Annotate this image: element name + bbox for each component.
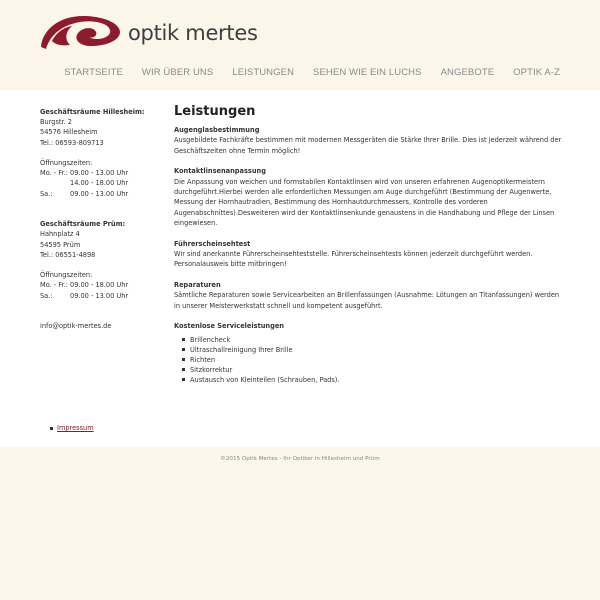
page-title: Leistungen <box>174 104 256 119</box>
impressum-link[interactable]: Impressum <box>57 424 94 432</box>
bullet-icon <box>50 427 53 430</box>
section-text: Die Anpassung von weichen und formstabilen Kontaktlinsen wird von unseren erfahrenen Augenoptikermeistern durchgeführt.Hierbei werden alle erforderlichen Messungen am Auge durchgeführt (Bestimmung der Augenwerte, Messung der Hornhautradien, Bestimmung des Hornhautdurchmessers, Kontrolle des vorderen Augenabschnittes).Desweiteren wird der Kontaktlinsenkunde genaustens in die Handhabung und Pflege der Linsen eingewiesen. <box>174 177 555 228</box>
section-heading: Reparaturen <box>174 280 221 289</box>
service-heading: Kostenlose Serviceleistungen <box>174 322 285 331</box>
site-header <box>0 0 600 90</box>
nav-item-leistungen[interactable]: LEISTUNGEN <box>232 67 295 78</box>
section-heading: Führerscheinsehtest <box>174 239 251 248</box>
store1-street: Burgstr. 2 <box>40 118 72 127</box>
section-text: Wir sind anerkannte Führerscheinsehteststelle. Führerscheinsehtests können jederzeit durchgeführt werden. Personalausweis bitte mitbringen! <box>174 250 533 269</box>
section-heading: Kontaktlinsenanpassung <box>174 167 266 176</box>
eye-logo-icon <box>38 13 123 53</box>
main-nav <box>45 67 560 78</box>
store1-title: Geschäftsräume Hillesheim: <box>40 108 145 116</box>
sidebar <box>40 107 160 331</box>
store2-hours-row: Sa.: 09.00 - 13.00 Uhr <box>40 291 129 300</box>
nav-item-startseite[interactable]: STARTSEITE <box>64 67 123 78</box>
store1-hours-title: Öffnungszeiten: <box>40 159 93 167</box>
store2-city: 54595 Prüm <box>40 240 81 249</box>
brand-name: optik mertes <box>128 21 258 45</box>
list-item: Ultraschallreinigung Ihrer Brille <box>182 345 564 355</box>
store1-phone: Tel.: 06593-809713 <box>40 138 104 147</box>
footer-links <box>50 423 94 433</box>
store1-hours-row: Mo. - Fr.: 09.00 - 13.00 Uhr <box>40 169 129 178</box>
store2-phone: Tel.: 06551-4898 <box>40 250 96 259</box>
copyright-text: ©2015 Optik Mertes - Ihr Optiker in Hillesheim und Prüm <box>220 456 380 462</box>
store2-hours-title: Öffnungszeiten: <box>40 271 93 280</box>
store2-title: Geschäftsräume Prüm: <box>40 220 126 229</box>
nav-item-sehen-wie-ein-luchs[interactable]: SEHEN WIE EIN LUCHS <box>313 67 422 78</box>
store1-hours-row: Sa.: 09.00 - 13.00 Uhr <box>40 189 129 198</box>
store1-city: 54576 Hillesheim <box>40 128 98 137</box>
email-link[interactable]: info@optik-mertes.de <box>40 322 112 331</box>
section-text: Ausgebildete Fachkräfte bestimmen mit modernen Messgeräten die Stärke Ihrer Brille. Dies ist jederzeit während der Geschäftszeiten ohne Termin möglich! <box>174 136 562 155</box>
nav-item-optik-a-z[interactable]: OPTIK A-Z <box>513 67 560 78</box>
service-list <box>182 335 564 385</box>
main-area <box>0 90 600 447</box>
list-item: Sitzkorrektur <box>182 365 564 375</box>
nav-item-angebote[interactable]: ANGEBOTE <box>440 67 495 78</box>
section-text: Sämtliche Reparaturen sowie Servicearbeiten an Brillenfassungen (Ausnahme: Lötungen an Titanfassungen) werden in unserer Meisterwerkstatt schnell und kompetent ausgeführt. <box>174 291 560 310</box>
brand-logo[interactable] <box>38 13 258 53</box>
list-item: Austausch von Kleinteilen (Schrauben, Pads). <box>182 375 564 385</box>
main-content <box>174 104 564 385</box>
list-item: Brillencheck <box>182 335 564 345</box>
store1-hours-row: 14.00 - 18.00 Uhr <box>70 179 129 188</box>
nav-item-wir-ueber-uns[interactable]: WIR ÜBER UNS <box>141 67 214 78</box>
section-heading: Augenglasbestimmung <box>174 126 260 134</box>
list-item: Richten <box>182 355 564 365</box>
store2-hours-row: Mo. - Fr.: 09.00 - 18.00 Uhr <box>40 281 129 290</box>
store2-street: Hahnplatz 4 <box>40 230 80 239</box>
